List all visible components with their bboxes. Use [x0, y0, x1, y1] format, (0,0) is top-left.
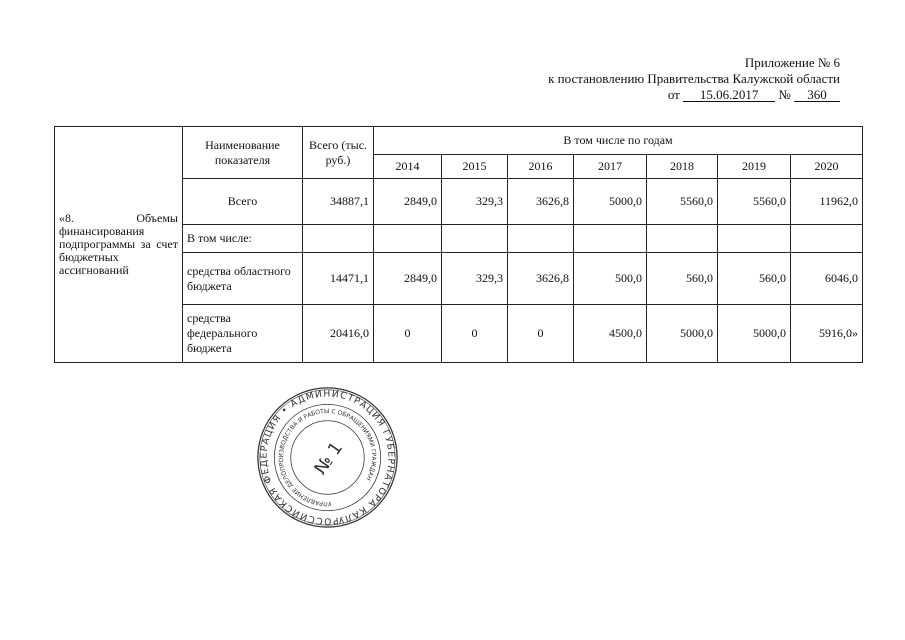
year-header: 2020: [791, 155, 863, 179]
number-label: №: [778, 87, 791, 102]
cell: 329,3: [442, 253, 508, 305]
financing-table: [54, 126, 863, 363]
cell: 5560,0: [718, 179, 791, 225]
decree-date-number: [548, 87, 840, 103]
cell: 0: [442, 305, 508, 363]
from-label: от: [667, 87, 680, 102]
year-header: 2019: [718, 155, 791, 179]
cell: [718, 225, 791, 253]
cell: 3626,8: [508, 179, 574, 225]
cell: 2849,0: [374, 179, 442, 225]
cell: [791, 225, 863, 253]
year-header: 2016: [508, 155, 574, 179]
header-years-group: В том числе по годам: [374, 127, 863, 155]
cell: 560,0: [718, 253, 791, 305]
decree-reference: к постановлению Правительства Калужской области: [548, 71, 840, 86]
row-total: 14471,1: [303, 253, 374, 305]
cell: 4500,0: [574, 305, 647, 363]
cell: 0: [374, 305, 442, 363]
cell: 5000,0: [647, 305, 718, 363]
document-header: [548, 55, 840, 103]
cell: 5000,0: [574, 179, 647, 225]
cell: 2849,0: [374, 253, 442, 305]
decree-number: 360: [794, 88, 840, 102]
cell: 5916,0»: [791, 305, 863, 363]
row-name: Всего: [183, 179, 303, 225]
cell: 11962,0: [791, 179, 863, 225]
header-indicator: Наименование показателя: [183, 127, 303, 179]
decree-date: 15.06.2017: [683, 88, 775, 102]
year-header: 2015: [442, 155, 508, 179]
row-total: [303, 225, 374, 253]
cell: 560,0: [647, 253, 718, 305]
row-name: средства областного бюджета: [183, 253, 303, 305]
row-total: 34887,1: [303, 179, 374, 225]
section-intro: «8. Объемы финансирования подпрограммы за счет бюджетных ассигнований: [55, 127, 183, 363]
year-header: 2018: [647, 155, 718, 179]
year-header: 2017: [574, 155, 647, 179]
seal-number: № 1: [310, 438, 348, 479]
row-name: В том числе:: [183, 225, 303, 253]
cell: 6046,0: [791, 253, 863, 305]
cell: [647, 225, 718, 253]
official-seal: [255, 385, 400, 530]
header-total: Всего (тыс. руб.): [303, 127, 374, 179]
cell: 5000,0: [718, 305, 791, 363]
cell: [442, 225, 508, 253]
cell: 0: [508, 305, 574, 363]
seal-inner-text: УПРАВЛЕНИЕ ДЕЛОПРОИЗВОДСТВА И РАБОТЫ С ОБРАЩЕНИЯМИ ГРАЖДАН: [277, 407, 377, 508]
cell: [508, 225, 574, 253]
appendix-title: Приложение № 6: [744, 55, 840, 70]
cell: [574, 225, 647, 253]
cell: 3626,8: [508, 253, 574, 305]
row-name: средства федерального бюджета: [183, 305, 303, 363]
cell: 5560,0: [647, 179, 718, 225]
seal-outer-text: РОССИЙСКАЯ ФЕДЕРАЦИЯ • АДМИНИСТРАЦИЯ ГУБЕРНАТОРА КАЛУЖСКОЙ: [258, 388, 397, 527]
year-header: 2014: [374, 155, 442, 179]
cell: [374, 225, 442, 253]
row-total: 20416,0: [303, 305, 374, 363]
cell: 500,0: [574, 253, 647, 305]
cell: 329,3: [442, 179, 508, 225]
